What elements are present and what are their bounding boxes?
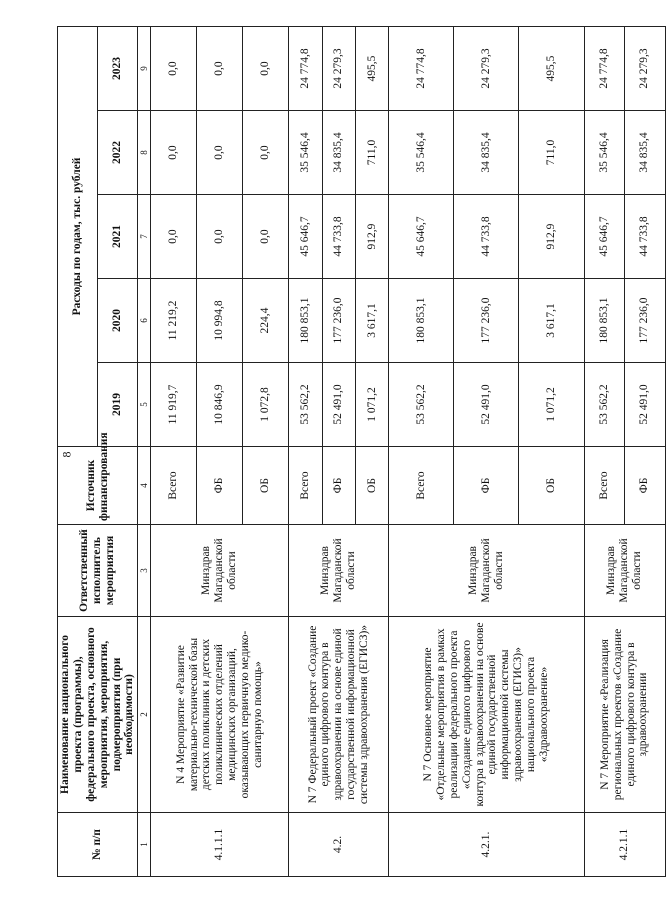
row-value: 11 919,7 [151, 363, 197, 447]
row-value: 24 774,8 [584, 26, 624, 110]
row-value: 224,4 [243, 279, 289, 363]
row-value: 24 774,8 [389, 26, 454, 110]
page-number: 8 [59, 451, 74, 458]
column-index: 7 [138, 195, 151, 279]
row-value: 0,0 [151, 111, 197, 195]
row-value: 0,0 [197, 26, 243, 110]
row-source: ФБ [197, 447, 243, 525]
row-executor: Минздрав Магаданской области [151, 525, 289, 617]
row-executor: Минздрав Магаданской области [584, 525, 665, 617]
header-year: 2019 [98, 363, 138, 447]
row-value: 0,0 [243, 26, 289, 110]
row-value: 711,0 [355, 111, 388, 195]
row-value: 0,0 [243, 195, 289, 279]
row-value: 10 846,9 [197, 363, 243, 447]
header-name: Наименование национального проекта (программы), федерального проекта, основного мероприятия, мероприятия, подмероприятия (при необходимости) [58, 617, 138, 813]
row-value: 495,5 [519, 26, 584, 110]
header-year: 2023 [98, 26, 138, 110]
row-source: Всего [289, 447, 322, 525]
row-value: 53 562,2 [389, 363, 454, 447]
row-value: 0,0 [243, 111, 289, 195]
row-name: N 7 Мероприятие «Реализация региональных проектов «Создание единого цифрового контура в здравоохранении [584, 617, 665, 813]
row-source: ОБ [243, 447, 289, 525]
row-value: 45 646,7 [289, 195, 322, 279]
row-value: 177 236,0 [454, 279, 519, 363]
row-value: 180 853,1 [389, 279, 454, 363]
row-source: ОБ [355, 447, 388, 525]
column-index: 9 [138, 26, 151, 110]
row-value: 180 853,1 [584, 279, 624, 363]
table-row [289, 26, 322, 876]
row-executor: Минздрав Магаданской области [389, 525, 584, 617]
row-value: 495,5 [355, 26, 388, 110]
header-year: 2021 [98, 195, 138, 279]
table-body [151, 26, 665, 876]
row-value: 44 733,8 [625, 195, 665, 279]
row-value: 0,0 [151, 26, 197, 110]
row-value: 177 236,0 [625, 279, 665, 363]
row-value: 0,0 [197, 195, 243, 279]
table-row [584, 26, 624, 876]
row-value: 52 491,0 [322, 363, 355, 447]
header-expenses: Расходы по годам, тыс. рублей [58, 26, 98, 446]
row-value: 52 491,0 [625, 363, 665, 447]
row-source: Всего [389, 447, 454, 525]
row-number: 4.2.1.1 [584, 813, 665, 877]
row-value: 35 546,4 [389, 111, 454, 195]
row-value: 1 072,8 [243, 363, 289, 447]
expenses-table [57, 26, 666, 877]
row-value: 177 236,0 [322, 279, 355, 363]
column-index: 8 [138, 111, 151, 195]
row-value: 912,9 [519, 195, 584, 279]
row-value: 34 835,4 [625, 111, 665, 195]
row-source: ФБ [322, 447, 355, 525]
row-executor: Минздрав Магаданской области [289, 525, 389, 617]
row-value: 11 219,2 [151, 279, 197, 363]
row-number: 4.2. [289, 813, 389, 877]
row-source: ФБ [454, 447, 519, 525]
column-index: 2 [138, 617, 151, 813]
row-value: 1 071,2 [519, 363, 584, 447]
row-value: 3 617,1 [355, 279, 388, 363]
row-value: 44 733,8 [454, 195, 519, 279]
row-source: Всего [151, 447, 197, 525]
row-source: ФБ [625, 447, 665, 525]
row-value: 35 546,4 [289, 111, 322, 195]
row-value: 34 835,4 [322, 111, 355, 195]
column-index: 3 [138, 525, 151, 617]
row-value: 24 279,3 [322, 26, 355, 110]
header-executor: Ответственный исполнитель мероприятия [58, 525, 138, 617]
row-value: 34 835,4 [454, 111, 519, 195]
column-index-row [138, 26, 151, 876]
row-value: 45 646,7 [584, 195, 624, 279]
table-header [58, 26, 151, 876]
row-name: N 4 Мероприятие «Развитие материально-технической базы детских поликлиник и детских поликлинических отделений медицинских организаций, оказывающих первичную медико-санитарную помощь» [151, 617, 289, 813]
row-value: 24 279,3 [625, 26, 665, 110]
row-value: 45 646,7 [389, 195, 454, 279]
row-value: 53 562,2 [289, 363, 322, 447]
row-value: 3 617,1 [519, 279, 584, 363]
row-value: 180 853,1 [289, 279, 322, 363]
row-value: 24 279,3 [454, 26, 519, 110]
header-year: 2022 [98, 111, 138, 195]
row-source: ОБ [519, 447, 584, 525]
row-value: 53 562,2 [584, 363, 624, 447]
table-row [151, 26, 197, 876]
row-value: 10 994,8 [197, 279, 243, 363]
row-source: Всего [584, 447, 624, 525]
row-number: 4.1.1.1 [151, 813, 289, 877]
row-name: N 7 Основное мероприятие «Отдельные мероприятия в рамках реализации федерального проекта «Создание единого цифрового контура в здравоохранении на основе единой государственной информационной системы здравоохранения (ЕГИСЗ)» национального проекта «Здравоохранение» [389, 617, 584, 813]
column-index: 1 [138, 813, 151, 877]
header-source: Источник финансирования [58, 447, 138, 525]
row-value: 24 774,8 [289, 26, 322, 110]
header-num: № п/п [58, 813, 138, 877]
column-index: 5 [138, 363, 151, 447]
rotated-table-container [57, 27, 651, 877]
column-index: 4 [138, 447, 151, 525]
row-number: 4.2.1. [389, 813, 584, 877]
row-value: 52 491,0 [454, 363, 519, 447]
row-value: 912,9 [355, 195, 388, 279]
row-name: N 7 Федеральный проект «Создание единого цифрового контура в здравоохранении на основе единой государственной информационной системы здравоохранения (ЕГИСЗ)» [289, 617, 389, 813]
row-value: 0,0 [197, 111, 243, 195]
column-index: 6 [138, 279, 151, 363]
row-value: 35 546,4 [584, 111, 624, 195]
row-value: 44 733,8 [322, 195, 355, 279]
row-value: 711,0 [519, 111, 584, 195]
header-year: 2020 [98, 279, 138, 363]
table-row [389, 26, 454, 876]
row-value: 0,0 [151, 195, 197, 279]
row-value: 1 071,2 [355, 363, 388, 447]
